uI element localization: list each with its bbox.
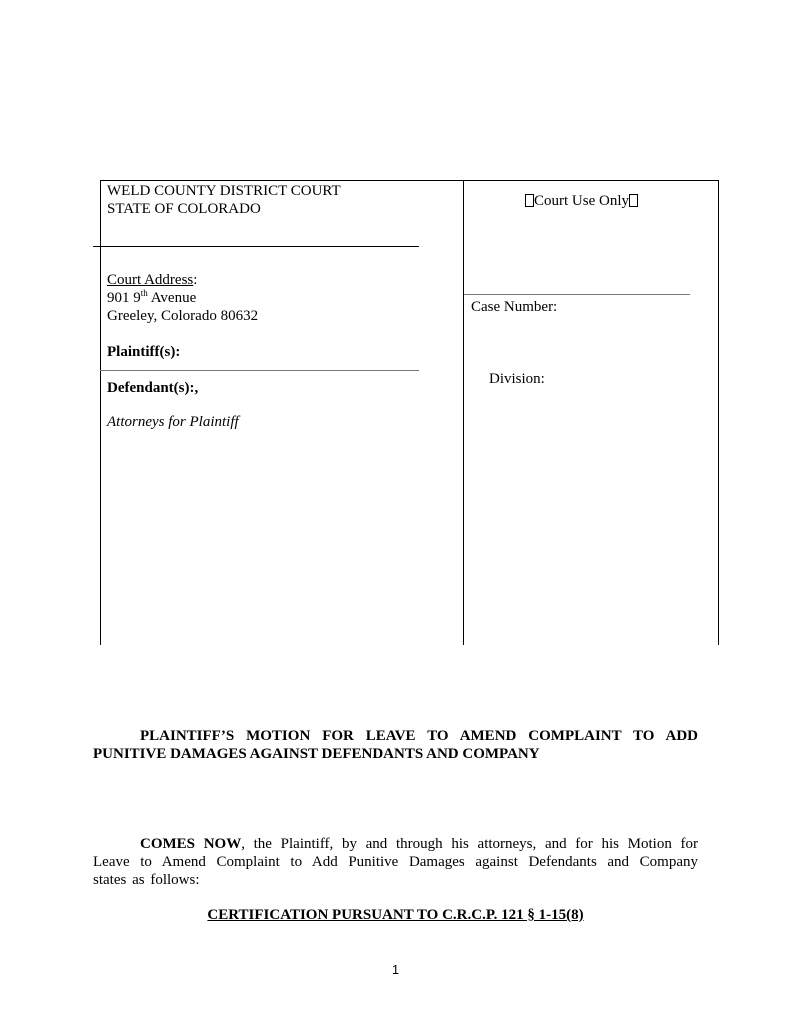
court-address-colon: : bbox=[193, 272, 198, 288]
division-label: Division: bbox=[489, 371, 545, 387]
intro-line1-rest: , the Plaintiff, by and through his attorneys, and for his Motion for bbox=[241, 836, 698, 852]
court-address-line1 bbox=[107, 289, 196, 307]
intro-line3: states as follows: bbox=[93, 872, 200, 888]
defendants-label: Defendant(s):, bbox=[107, 380, 199, 396]
page-number: 1 bbox=[391, 962, 400, 977]
caption-left-border bbox=[100, 180, 101, 645]
checkbox-square-icon bbox=[525, 194, 534, 207]
motion-title-line1: PLAINTIFF’S MOTION FOR LEAVE TO AMEND COMPLAINT TO ADD bbox=[140, 728, 698, 744]
address-street: Avenue bbox=[147, 290, 197, 306]
court-address-label: Court Address bbox=[107, 272, 194, 288]
caption-right-border bbox=[718, 180, 719, 645]
plaintiffs-label: Plaintiff(s): bbox=[107, 344, 181, 360]
caption-middle-divider bbox=[463, 180, 464, 645]
court-address-heading bbox=[107, 271, 197, 289]
address-ordinal-suffix: th bbox=[140, 288, 148, 298]
comes-now: COMES NOW bbox=[140, 836, 242, 852]
court-section-divider bbox=[93, 246, 419, 247]
parties-section-divider bbox=[100, 370, 419, 371]
court-use-only-box bbox=[525, 192, 638, 210]
motion-title-line2: PUNITIVE DAMAGES AGAINST DEFENDANTS AND COMPANY bbox=[93, 746, 540, 762]
court-use-only-label: Court Use Only bbox=[534, 193, 629, 209]
checkbox-square-icon bbox=[629, 194, 638, 207]
case-number-label: Case Number: bbox=[471, 299, 558, 315]
intro-line1 bbox=[140, 835, 698, 853]
court-address-line2: Greeley, Colorado 80632 bbox=[107, 308, 259, 324]
court-name: WELD COUNTY DISTRICT COURT bbox=[107, 183, 341, 199]
caption-top-border bbox=[100, 180, 719, 181]
address-number: 901 9 bbox=[107, 290, 141, 306]
state-name: STATE OF COLORADO bbox=[107, 201, 261, 217]
court-use-divider bbox=[464, 294, 690, 295]
attorneys-label: Attorneys for Plaintiff bbox=[107, 414, 239, 430]
section-heading: CERTIFICATION PURSUANT TO C.R.C.P. 121 § 1-15(8) bbox=[207, 907, 584, 923]
intro-line2: Leave to Amend Complaint to Add Punitive Damages against Defendants and Company bbox=[93, 854, 698, 870]
